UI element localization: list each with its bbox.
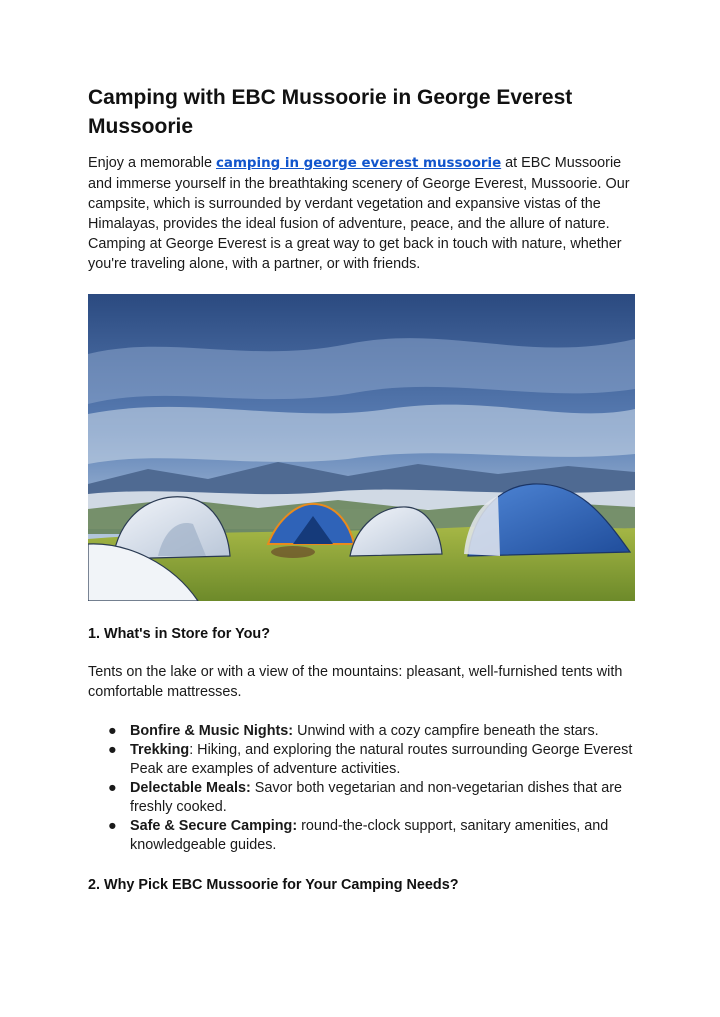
list-item-text: Unwind with a cozy campfire beneath the stars. <box>293 723 599 739</box>
list-item-text: Savor both vegetarian and non-vegetarian dishes that are freshly cooked. <box>130 780 622 815</box>
page-title: Camping with EBC Mussoorie in George Everest Mussoorie <box>88 86 573 138</box>
features-list <box>108 722 638 855</box>
section-heading-whats-in-store: 1. What's in Store for You? <box>88 626 270 642</box>
intro-paragraph <box>88 153 648 274</box>
list-item-text: round-the-clock support, sanitary amenities, and knowledgeable guides. <box>130 818 609 853</box>
section1-paragraph: Tents on the lake or with a view of the mountains: pleasant, well-furnished tents with comfortable mattresses. <box>88 664 623 700</box>
section-heading-why-pick: 2. Why Pick EBC Mussoorie for Your Camping Needs? <box>88 877 459 893</box>
list-item-label: Bonfire & Music Nights: <box>130 723 294 739</box>
bullet-icon: ● <box>108 723 117 739</box>
list-item-text: : Hiking, and exploring the natural routes surrounding George Everest Peak are examples of adventure activities. <box>130 742 633 777</box>
list-item-label: Delectable Meals: <box>130 780 251 796</box>
list-item-label: Trekking <box>130 742 190 758</box>
list-item <box>108 741 638 779</box>
camping-link[interactable]: camping in george everest mussoorie <box>215 156 502 171</box>
list-item <box>108 779 638 817</box>
campsite-photo <box>88 294 635 601</box>
intro-text-before: Enjoy a memorable <box>88 155 216 171</box>
bullet-icon: ● <box>108 818 117 834</box>
bullet-icon: ● <box>108 742 117 758</box>
list-item-label: Safe & Secure Camping: <box>130 818 298 834</box>
intro-text-after: at EBC Mussoorie and immerse yourself in the breathtaking scenery of George Everest, Mussoorie. Our campsite, which is surrounded by verdant vegetation and expansive vistas of the Himalayas, provides the ideal fusion of adventure, peace, and the allure of nature. Camping at George Everest is a great way to get back in touch with nature, whether you're traveling alone, with a partner, or with friends. <box>88 155 630 272</box>
list-item <box>108 817 638 855</box>
bullet-icon: ● <box>108 780 117 796</box>
list-item <box>108 722 638 741</box>
